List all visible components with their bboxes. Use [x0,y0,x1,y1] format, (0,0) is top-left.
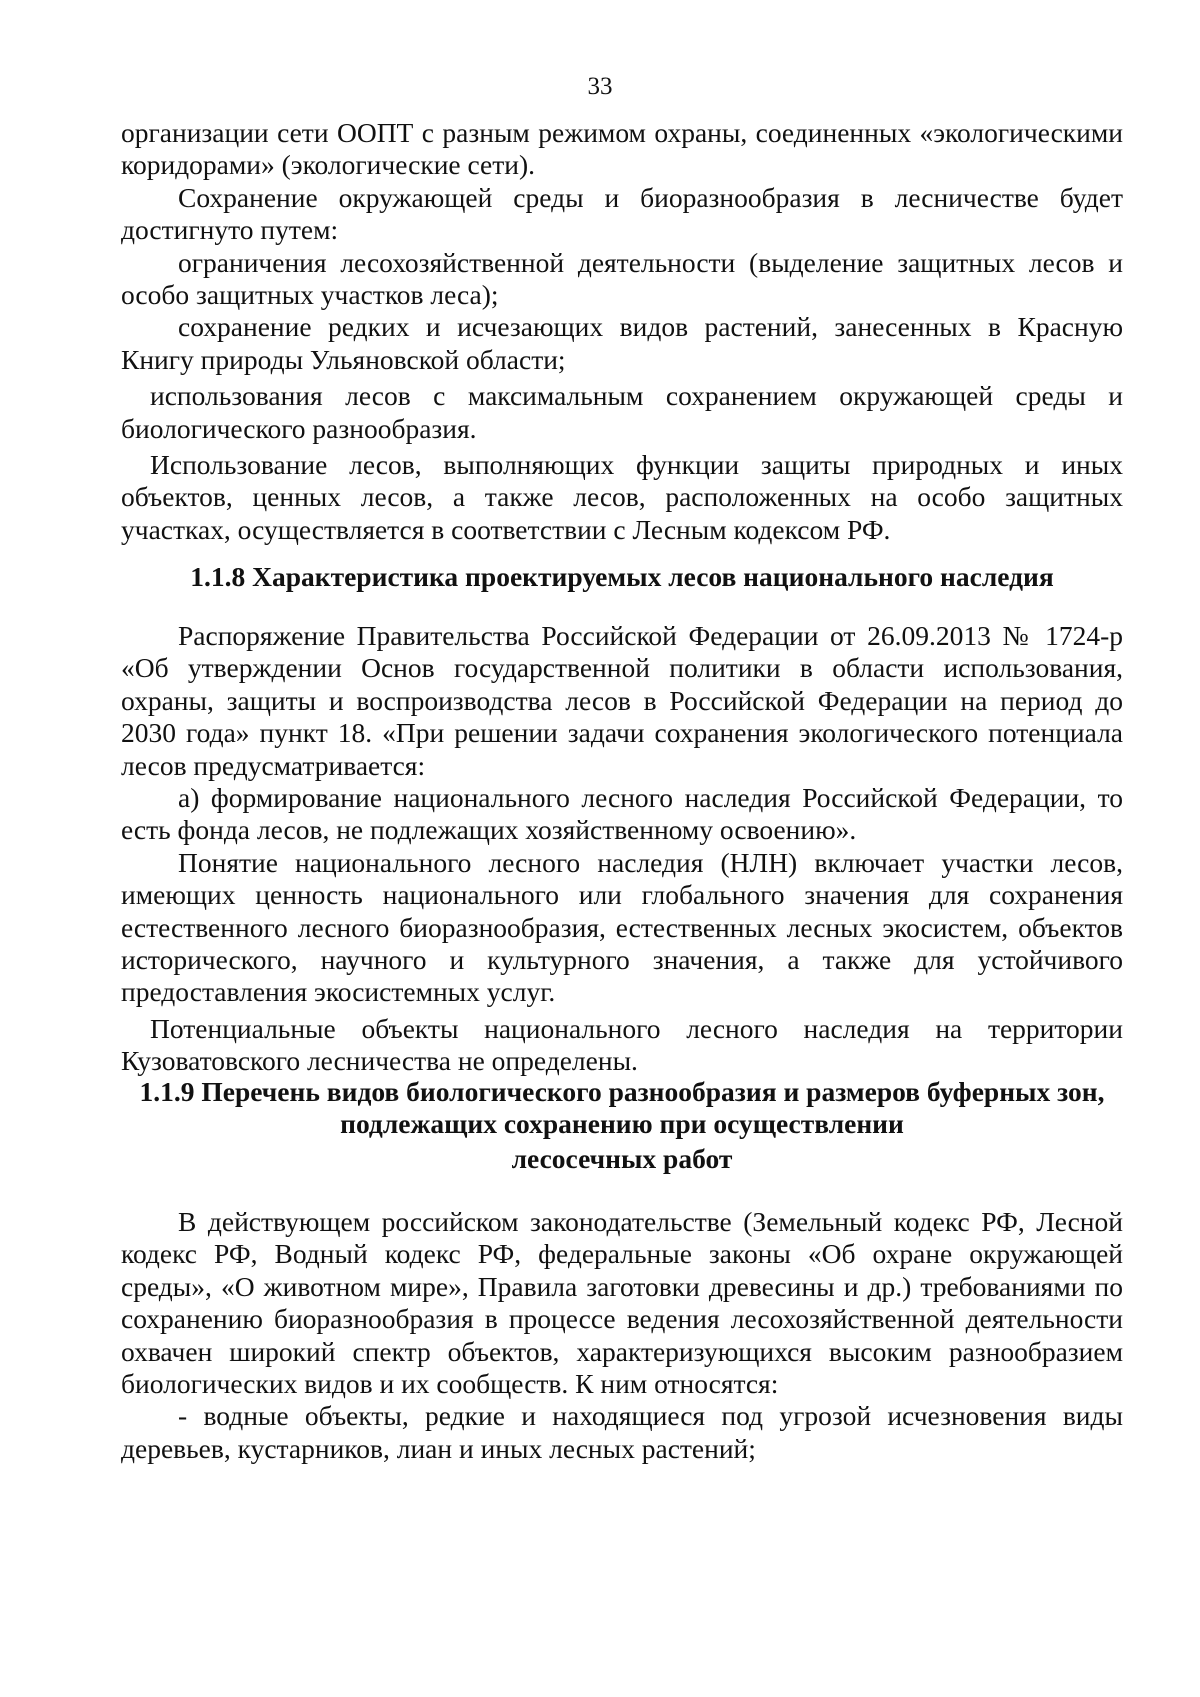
paragraph: Использование лесов, выполняющих функции защиты природных и иных объектов, ценных лесов, а также лесов, расположенных на особо защитных участках, осуществляется в соответствии с Лесным кодексом РФ. [121,449,1123,545]
paragraph: Потенциальные объекты национального лесного наследия на территории Кузоватовского лесничества не определены. [121,1012,1123,1077]
paragraph: использования лесов с максимальным сохранением окружающей среды и биологического разнообразия. [121,380,1123,444]
paragraph: Сохранение окружающей среды и биоразнообразия в лесничестве будет достигнуто путем: [121,181,1123,246]
text-block-2 [121,620,1123,1078]
paragraph: сохранение редких и исчезающих видов растений, занесенных в Красную Книгу природы Ульяновской области; [121,311,1123,375]
paragraph: ограничения лесохозяйственной деятельности (выделение защитных лесов и особо защитных участков леса); [121,246,1123,311]
paragraph: а) формирование национального лесного наследия Российской Федерации, то есть фонда лесов, не подлежащих хозяйственному освоению». [121,782,1123,846]
text-block-3 [121,1206,1123,1465]
page-number: 33 [587,73,613,100]
section-heading-1-1-8: 1.1.8 Характеристика проектируемых лесов национального наследия [190,561,1054,592]
heading-line: лесосечных работ [511,1142,733,1174]
paragraph: - водные объекты, редкие и находящиеся под угрозой исчезновения виды деревьев, кустарников, лиан и иных лесных растений; [121,1400,1123,1464]
paragraph: организации сети ООПТ с разным режимом охраны, соединенных «экологическими коридорами» (экологические сети). [121,117,1123,181]
paragraph: Распоряжение Правительства Российской Федерации от 26.09.2013 № 1724-р «Об утверждении Основ государственной политики в области использования, охраны, защиты и воспроизводства лесов в Российской Федерации на период до 2030 года» пункт 18. «При решении задачи сохранения экологического потенциала лесов предусматривается: [121,620,1123,781]
paragraph: Понятие национального лесного наследия (НЛН) включает участки лесов, имеющих ценность национального или глобального значения для сохранения естественного лесного биоразнообразия, естественных лесных экосистем, объектов исторического, научного и культурного значения, а также для устойчивого предоставления экосистемных услуг. [121,846,1123,1008]
section-heading-1-1-9 [121,1076,1123,1175]
paragraph: В действующем российском законодательстве (Земельный кодекс РФ, Лесной кодекс РФ, Водный кодекс РФ, федеральные законы «Об охране окружающей среды», «О животном мире», Правила заготовки древесины и др.) требованиями по сохранению биоразнообразия в процессе ведения лесохозяйственной деятельности охвачен широкий спектр объектов, характеризующихся высоким разнообразием биологических видов и их сообществ. К ним относятся: [121,1206,1123,1400]
heading-line: 1.1.9 Перечень видов биологического разнообразия и размеров буферных зон, [139,1076,1105,1107]
text-block-1 [121,117,1123,546]
heading-line: подлежащих сохранению при осуществлении [340,1108,904,1140]
